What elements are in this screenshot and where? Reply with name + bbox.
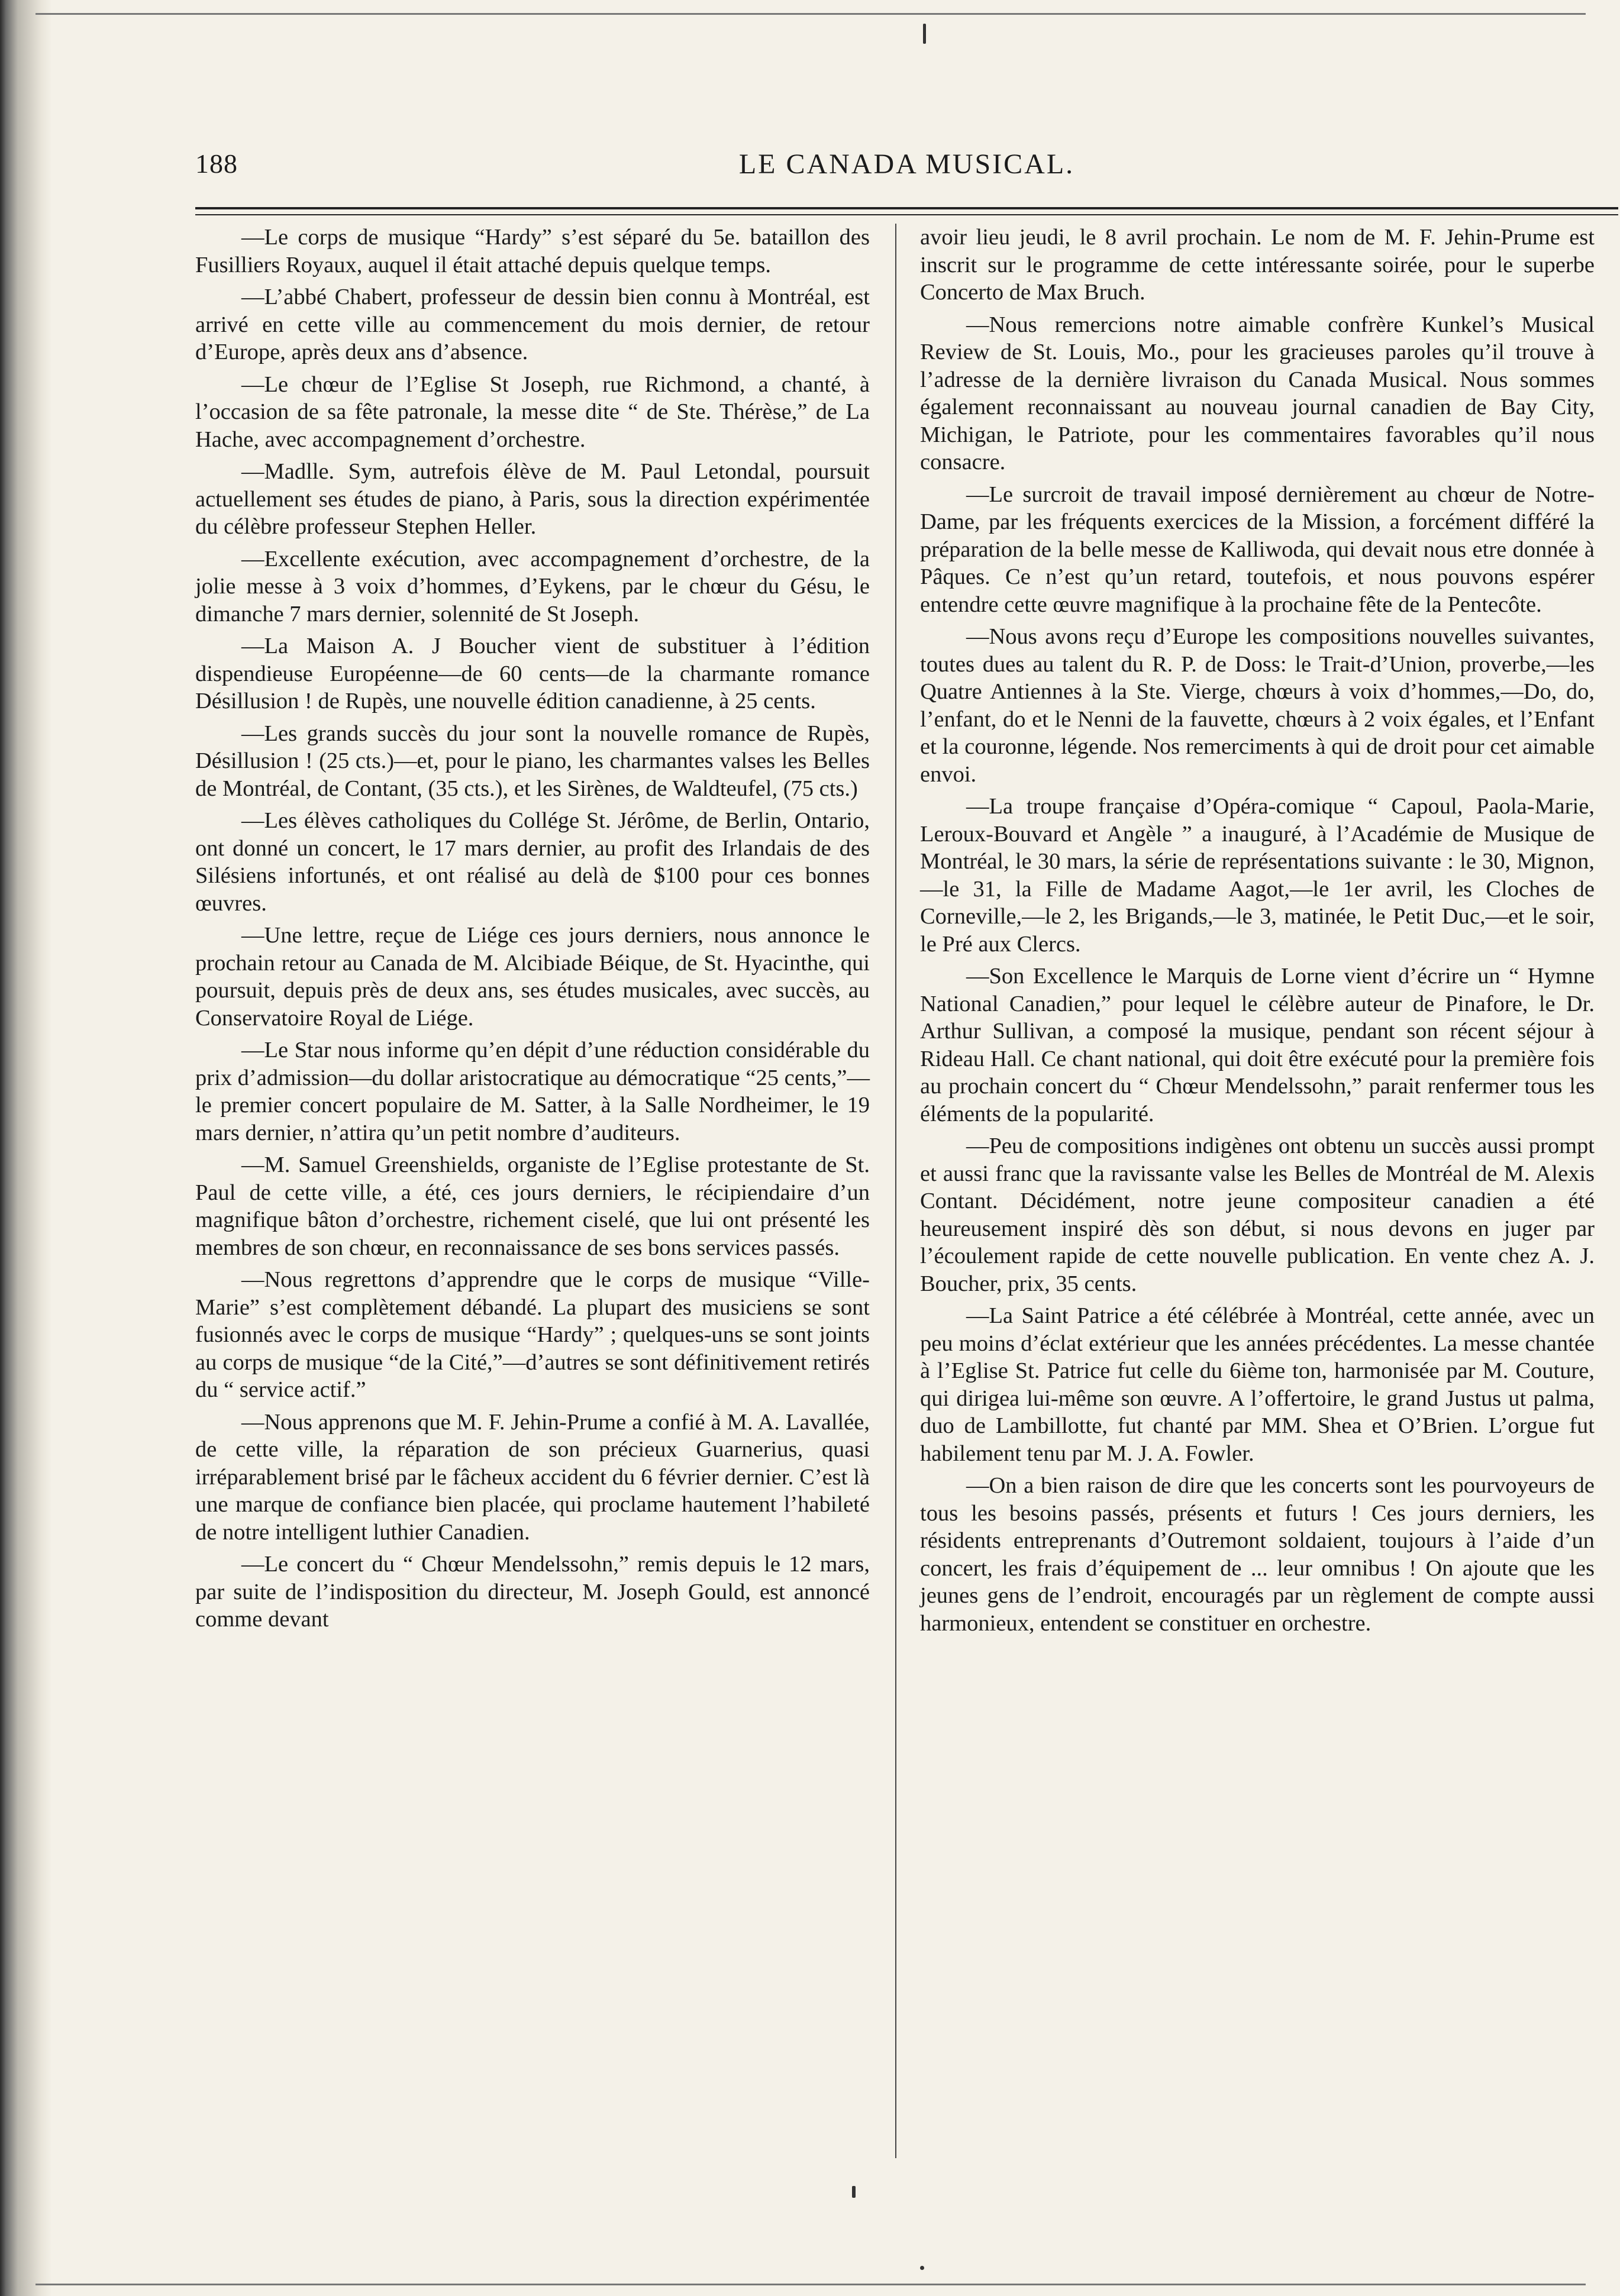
scan-speck [920, 2266, 924, 2270]
left-column [195, 224, 870, 1638]
news-paragraph: —Excellente exécution, avec accompagnement d’orchestre, de la jolie messe à 3 voix d’hommes, d’Eykens, par le chœur du Gésu, le dimanche 7 mars dernier, solennité de St Joseph. [195, 546, 870, 627]
news-paragraph: —Madlle. Sym, autrefois élève de M. Paul Letondal, poursuit actuellement ses études de piano, à Paris, sous la direction expérimentée du célèbre professeur Stephen Heller. [195, 459, 870, 539]
news-paragraph: —Le Star nous informe qu’en dépit d’une réduction considérable du prix d’admission—du dollar aristocratique au démocratique “25 cents,”—le premier concert populaire de M. Satter, à la Salle Nordheimer, le 19 mars dernier, n’attira qu’un petit nombre d’auditeurs. [195, 1038, 870, 1145]
bottom-frame-line [36, 2284, 1586, 2285]
news-paragraph: —La troupe française d’Opéra-comique “ Capoul, Paola-Marie, Leroux-Bouvard et Angèle ” a inauguré, à l’Académie de Musique de Montréal, le 30 mars, la série de représentations suivante : le 30, Mignon,—le 31, la Fille de Madame Aagot,—le 1er avril, les Cloches de Corneville,—le 2, les Brigands,—le 3, matinée, le Petit Duc,—et le soir, le Pré aux Clercs. [920, 794, 1595, 957]
right-column [920, 224, 1595, 1642]
top-frame-line [36, 13, 1586, 15]
news-paragraph: —Nous apprenons que M. F. Jehin-Prume a confié à M. A. Lavallée, de cette ville, la réparation de son précieux Guarnerius, quasi irréparablement brisé par le fâcheux accident du 6 février dernier. C’est là une marque de confiance bien placée, qui proclame hautement l’habileté de notre intelligent luthier Canadien. [195, 1409, 870, 1545]
news-paragraph: —Le surcroit de travail imposé dernièrement au chœur de Notre-Dame, par les fréquents exercices de la Mission, a forcément différé la préparation de la belle messe de Kalliwoda, qui devait nous etre donnée à Pâques. Ce n’est qu’un retard, toutefois, et nous pouvons espérer entendre cette œuvre magnifique à la prochaine fête de la Pentecôte. [920, 482, 1595, 617]
article-columns [195, 224, 1618, 2188]
news-paragraph: —On a bien raison de dire que les concerts sont les pourvoyeurs de tous les besoins passés, présents et futurs ! Ces jours derniers, les résidents entreprenants d’Outremont soldaient, toujours à l’aide d’un concert, les frais d’équipement de ... leur omnibus ! On ajoute que les jeunes gens de l’endroit, encouragés par un règlement de compte aussi harmonieux, entendent se constituer en orchestre. [920, 1473, 1595, 1636]
news-paragraph: —Le corps de musique “Hardy” s’est séparé du 5e. bataillon des Fusilliers Royaux, auquel il était attaché depuis quelque temps. [195, 225, 870, 277]
scan-speck [852, 2186, 856, 2198]
header-rule-thin [195, 214, 1618, 215]
news-paragraph: —Les élèves catholiques du Collége St. Jérôme, de Berlin, Ontario, ont donné un concert, le 17 mars dernier, au profit des Irlandais de des Silésiens infortunés, et ont réalisé au delà de $100 pour ces bonnes œuvres. [195, 808, 870, 916]
news-paragraph: —M. Samuel Greenshields, organiste de l’Eglise protestante de St. Paul de cette ville, a été, ces jours derniers, le récipiendaire d’un magnifique bâton d’orchestre, richement ciselé, que lui ont présenté les membres de son chœur, en reconnaissance de ses bons services passés. [195, 1152, 870, 1260]
news-paragraph: —L’abbé Chabert, professeur de dessin bien connu à Montréal, est arrivé en cette ville au commencement du mois dernier, de retour d’Europe, après deux ans d’absence. [195, 285, 870, 364]
news-paragraph: —Les grands succès du jour sont la nouvelle romance de Rupès, Désillusion ! (25 cts.)—et, pour le piano, les charmantes valses les Belles de Montréal, de Contant, (35 cts.), et les Sirènes, de Waldteufel, (75 cts.) [195, 721, 870, 801]
news-paragraph: —La Saint Patrice a été célébrée à Montréal, cette année, avec un peu moins d’éclat extérieur que les années précédentes. La messe chantée à l’Eglise St. Patrice fut celle du 6ième ton, harmonisée par M. Couture, qui dirigea lui-même son œuvre. A l’offertoire, le grand Justus ut palma, duo de Lambillotte, fut chanté par MM. Shea et O’Brien. L’orgue fut habilement tenu par M. J. A. Fowler. [920, 1303, 1595, 1466]
running-title: LE CANADA MUSICAL. [738, 148, 1075, 180]
news-paragraph-continued: avoir lieu jeudi, le 8 avril prochain. Le nom de M. F. Jehin-Prume est inscrit sur le programme de cette intéressante soirée, pour le superbe Concerto de Max Bruch. [920, 225, 1595, 305]
news-paragraph: —Son Excellence le Marquis de Lorne vient d’écrire un “ Hymne National Canadien,” pour lequel le célèbre auteur de Pinafore, le Dr. Arthur Sullivan, a composé la musique, pendant son récent séjour à Rideau Hall. Ce chant national, qui doit être exécuté pour la première fois au prochain concert du “ Chœur Mendelssohn,” parait renfermer tous les éléments de la popularité. [920, 964, 1595, 1126]
page-header [195, 148, 1618, 195]
news-paragraph: —Une lettre, reçue de Liége ces jours derniers, nous annonce le prochain retour au Canada de M. Alcibiade Béique, de St. Hyacinthe, qui poursuit, depuis près de deux ans, ses études musicales, avec succès, au Conservatoire Royal de Liége. [195, 923, 870, 1031]
news-paragraph: —Le concert du “ Chœur Mendelssohn,” remis depuis le 12 mars, par suite de l’indisposition du directeur, M. Joseph Gould, est annoncé comme devant [195, 1552, 870, 1632]
column-divider [895, 224, 896, 2158]
page-number: 188 [195, 148, 238, 179]
news-paragraph: —Nous regrettons d’apprendre que le corps de musique “Ville-Marie” s’est complètement débandé. La plupart des musiciens se sont fusionnés avec le corps de musique “Hardy” ; quelques-uns se sont joints au corps de musique “de la Cité,”—d’autres se sont définitivement retirés du “ service actif.” [195, 1267, 870, 1402]
news-paragraph: —Nous remercions notre aimable confrère Kunkel’s Musical Review de St. Louis, Mo., pour les gracieuses paroles qu’il trouve à l’adresse de la dernière livraison du Canada Musical. Nous sommes également reconnaissant au nouveau journal canadien de Bay City, Michigan, le Patriote, pour les commentaires favorables qu’il nous consacre. [920, 312, 1595, 474]
news-paragraph: —Nous avons reçu d’Europe les compositions nouvelles suivantes, toutes dues au talent du R. P. de Doss: le Trait-d’Union, proverbe,—les Quatre Antiennes à la Ste. Vierge, chœurs à voix d’hommes,—Do, do, l’enfant, do et le Nenni de la fauvette, chœurs à 2 voix égales, et l’Enfant et la couronne, légende. Nos remerciments à qui de droit pour cet aimable envoi. [920, 624, 1595, 787]
header-rule-thick [195, 207, 1618, 209]
scan-speck [923, 24, 926, 44]
news-paragraph: —Le chœur de l’Eglise St Joseph, rue Richmond, a chanté, à l’occasion de sa fête patronale, la messe dite “ de Ste. Thérèse,” de La Hache, avec accompagnement d’orchestre. [195, 372, 870, 452]
page [195, 148, 1618, 2248]
scan-binding-edge [0, 0, 52, 2296]
news-paragraph: —La Maison A. J Boucher vient de substituer à l’édition dispendieuse Européenne—de 60 cents—de la charmante romance Désillusion ! de Rupès, une nouvelle édition canadienne, à 25 cents. [195, 634, 870, 713]
news-paragraph: —Peu de compositions indigènes ont obtenu un succès aussi prompt et aussi franc que la ravissante valse les Belles de Montréal de M. Alexis Contant. Décidément, notre jeune compositeur canadien a été heureusement inspiré dès son début, si nous devons en juger par l’écoulement rapide de cette nouvelle publication. En vente chez A. J. Boucher, prix, 35 cents. [920, 1134, 1595, 1296]
